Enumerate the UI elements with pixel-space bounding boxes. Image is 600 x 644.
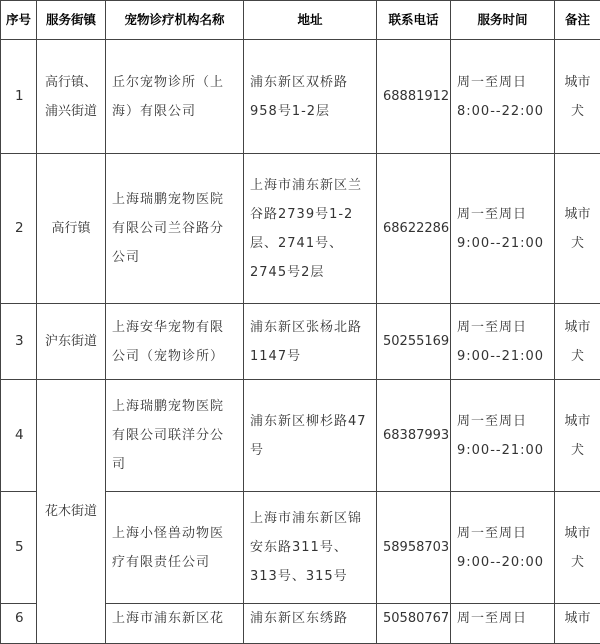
row-phone: 50255169 [377, 304, 451, 380]
row-address: 浦东新区东绣路 [244, 604, 377, 644]
header-hours: 服务时间 [451, 1, 555, 40]
table-row [1, 304, 600, 380]
row-hours: 周一至周日9:00--21:00 [451, 304, 555, 380]
row-street: 沪东街道 [37, 304, 106, 380]
row-phone: 68387993 [377, 380, 451, 492]
table-row [1, 380, 600, 492]
row-hours: 周一至周日 [451, 604, 555, 644]
row-street: 高行镇、浦兴街道 [37, 40, 106, 154]
row-note: 城市犬 [555, 154, 600, 304]
row-address: 上海市浦东新区兰谷路2739号1-2层、2741号、2745号2层 [244, 154, 377, 304]
row-clinic-name: 上海市浦东新区花 [106, 604, 244, 644]
row-clinic-name: 上海安华宠物有限公司（宠物诊所） [106, 304, 244, 380]
row-index: 4 [1, 380, 37, 492]
row-address: 浦东新区双桥路958号1-2层 [244, 40, 377, 154]
row-index: 2 [1, 154, 37, 304]
row-hours: 周一至周日8:00--22:00 [451, 40, 555, 154]
table-row [1, 154, 600, 304]
row-hours: 周一至周日9:00--20:00 [451, 492, 555, 604]
row-clinic-name: 上海瑞鹏宠物医院有限公司兰谷路分公司 [106, 154, 244, 304]
row-address: 浦东新区柳杉路47号 [244, 380, 377, 492]
row-index: 5 [1, 492, 37, 604]
row-note: 城市犬 [555, 380, 600, 492]
row-hours: 周一至周日9:00--21:00 [451, 154, 555, 304]
row-phone: 68622286 [377, 154, 451, 304]
row-note: 城市犬 [555, 40, 600, 154]
header-address: 地址 [244, 1, 377, 40]
row-index: 1 [1, 40, 37, 154]
row-phone: 50580767 [377, 604, 451, 644]
header-index: 序号 [1, 1, 37, 40]
row-index: 6 [1, 604, 37, 644]
row-hours: 周一至周日9:00--21:00 [451, 380, 555, 492]
row-address: 浦东新区张杨北路1147号 [244, 304, 377, 380]
row-note: 城市犬 [555, 492, 600, 604]
row-address: 上海市浦东新区锦安东路311号、313号、315号 [244, 492, 377, 604]
row-note: 城市犬 [555, 304, 600, 380]
row-note: 城市 [555, 604, 600, 644]
row-clinic-name: 丘尔宠物诊所（上海）有限公司 [106, 40, 244, 154]
row-clinic-name: 上海瑞鹏宠物医院有限公司联洋分公司 [106, 380, 244, 492]
row-phone: 68881912 [377, 40, 451, 154]
row-street: 花木街道 [37, 380, 106, 644]
table-row [1, 40, 600, 154]
header-phone: 联系电话 [377, 1, 451, 40]
row-phone: 58958703 [377, 492, 451, 604]
row-clinic-name: 上海小怪兽动物医疗有限责任公司 [106, 492, 244, 604]
header-street: 服务街镇 [37, 1, 106, 40]
row-index: 3 [1, 304, 37, 380]
header-note: 备注 [555, 1, 600, 40]
table-header-row [1, 1, 600, 40]
header-clinic-name: 宠物诊疗机构名称 [106, 1, 244, 40]
row-street: 高行镇 [37, 154, 106, 304]
